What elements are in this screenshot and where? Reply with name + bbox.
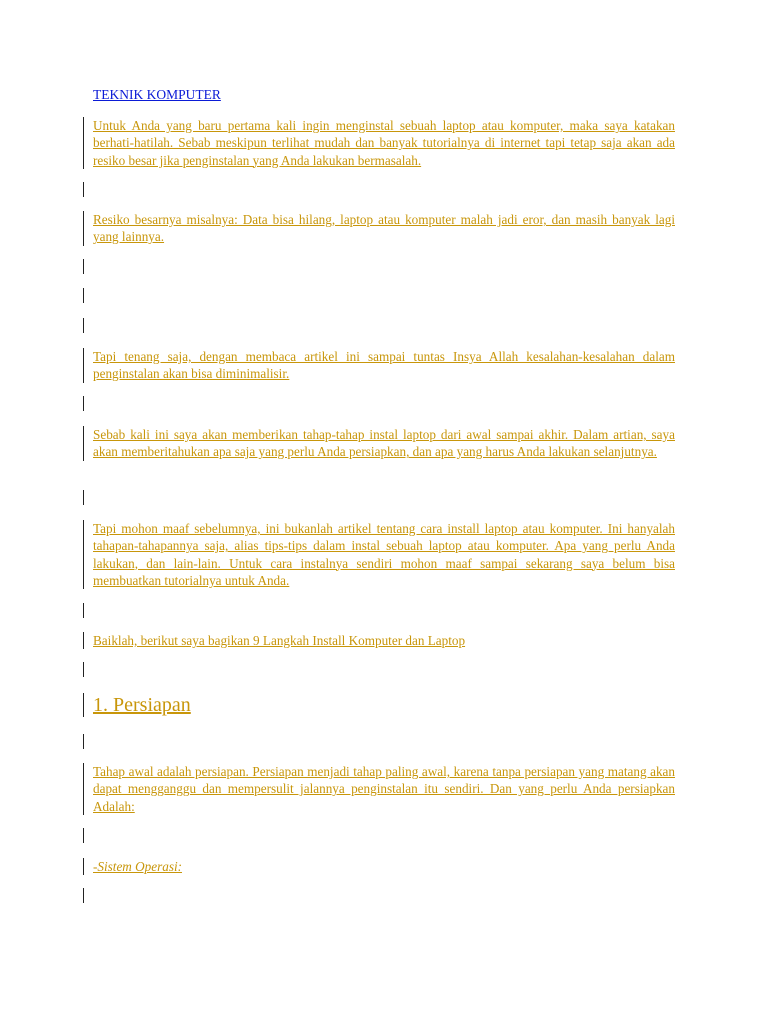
- paragraph-reassure[interactable]: [83, 348, 675, 383]
- empty-line-marker[interactable]: [83, 259, 84, 274]
- paragraph-os-item[interactable]: [83, 858, 675, 875]
- paragraph-preparation-text: Tahap awal adalah persiapan. Persiapan menjadi tahap paling awal, karena tanpa persiapan yang matang akan dapat mengganggu dan mempersulit jalannya penginstalan itu sendiri. Dan yang perlu Anda persiapkan Adalah:: [93, 764, 675, 814]
- paragraph-risks-text: Resiko besarnya misalnya: Data bisa hilang, laptop atau komputer malah jadi eror, dan masih banyak lagi yang lainnya.: [93, 212, 675, 245]
- empty-line-marker[interactable]: [83, 490, 84, 505]
- document-title[interactable]: TEKNIK KOMPUTER: [93, 87, 221, 102]
- empty-line-marker[interactable]: [83, 318, 84, 333]
- section-heading-persiapan[interactable]: [83, 693, 675, 717]
- empty-line-marker[interactable]: [83, 734, 84, 749]
- paragraph-list-intro[interactable]: [83, 632, 675, 649]
- empty-line-marker[interactable]: [83, 828, 84, 843]
- paragraph-list-intro-text: Baiklah, berikut saya bagikan 9 Langkah Install Komputer dan Laptop: [93, 633, 466, 648]
- paragraph-apology[interactable]: [83, 520, 675, 589]
- empty-line-marker[interactable]: [83, 288, 84, 303]
- paragraph-os-item-text: -Sistem Operasi:: [93, 859, 183, 874]
- empty-line-marker[interactable]: [83, 396, 84, 411]
- paragraph-apology-text: Tapi mohon maaf sebelumnya, ini bukanlah artikel tentang cara install laptop atau komputer. Ini hanyalah tahapan-tahapannya saja, alias tips-tips dalam instal sebuah laptop atau komputer. Apa yang perlu Anda lakukan, dan lain-lain. Untuk cara instalnya sendiri mohon maaf sampai sekarang saya belum bisa membuatkan tutorialnya untuk Anda.: [93, 521, 675, 588]
- section-heading-text: 1. Persiapan: [93, 694, 191, 716]
- paragraph-intro-text: Untuk Anda yang baru pertama kali ingin menginstal sebuah laptop atau komputer, maka saya katakan berhati-hatilah. Sebab meskipun terlihat mudah dan banyak tutorialnya di internet tapi tetap saja akan ada resiko besar jika penginstalan yang Anda lakukan bermasalah.: [93, 118, 675, 168]
- text-cursor[interactable]: [83, 888, 84, 903]
- empty-line-marker[interactable]: [83, 603, 84, 618]
- empty-line-marker[interactable]: [83, 662, 84, 677]
- paragraph-risks[interactable]: [83, 211, 675, 246]
- empty-line-marker[interactable]: [83, 182, 84, 197]
- paragraph-preparation[interactable]: [83, 763, 675, 815]
- paragraph-reassure-text: Tapi tenang saja, dengan membaca artikel ini sampai tuntas Insya Allah kesalahan-kesalahan dalam penginstalan akan bisa diminimalisir.: [93, 349, 675, 382]
- paragraph-intro[interactable]: [83, 117, 675, 169]
- paragraph-stages[interactable]: [83, 426, 675, 461]
- paragraph-stages-text: Sebab kali ini saya akan memberikan tahap-tahap instal laptop dari awal sampai akhir. Dalam artian, saya akan memberitahukan apa saja yang perlu Anda persiapkan, dan apa yang harus Anda lakukan selanjutnya.: [93, 427, 675, 460]
